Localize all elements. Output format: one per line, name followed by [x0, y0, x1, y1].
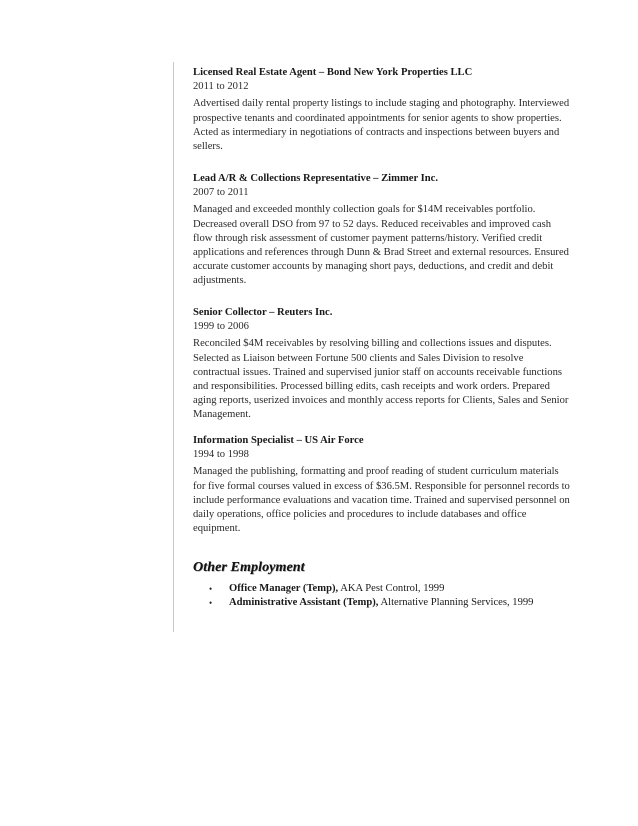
other-employment-heading: Other Employment [193, 560, 305, 575]
job-description: Reconciled $4M receivables by resolving billing and collections issues and disputes. Selected as Liaison between Fortune 500 clients and Sales Division to resolve contractual issues. Trained and supervised junior staff on accounts receivable functions and responsibilities. Processed billing edits, cash receipts and work orders. Prepared aging reports, userized invoices and monthly access reports for Clients, Sales and Senior Management. [193, 338, 569, 421]
job-entry [193, 434, 573, 536]
job-title: Lead A/R & Collections Representative – Zimmer Inc. [193, 173, 439, 184]
job-dates: 1999 to 2006 [193, 321, 249, 333]
other-role: Office Manager (Temp), [229, 583, 339, 594]
job-dates: 1994 to 1998 [193, 449, 249, 461]
other-role: Administrative Assistant (Temp), [229, 597, 379, 609]
job-description: Managed the publishing, formatting and proof reading of student curriculum materials for five formal courses valued in excess of $36.5M. Responsible for personnel records to include performance evaluations and vacation time. Trained and supervised personnel on daily operations, office policies and procedures to include databases and office equipment. [193, 466, 570, 535]
other-employment-list [193, 582, 573, 610]
bullet-icon: • [209, 598, 213, 609]
job-title: Senior Collector – Reuters Inc. [193, 307, 333, 318]
job-dates: 2007 to 2011 [193, 187, 249, 199]
other-detail: Alternative Planning Services, 1999 [378, 597, 534, 609]
job-description: Advertised daily rental property listings to include staging and photography. Interviewed prospective tenants and coordinated appointments for senior agents to show properties. Acted as intermediary in negotiations of contracts and inspections between buyers and sellers. [193, 98, 570, 153]
job-entry [193, 306, 573, 423]
list-item [193, 582, 573, 596]
other-detail: AKA Pest Control, 1999 [338, 583, 445, 594]
job-dates: 2011 to 2012 [193, 81, 249, 93]
job-entry [193, 66, 573, 154]
job-entry [193, 172, 573, 289]
list-item [193, 596, 573, 610]
job-description: Managed and exceeded monthly collection goals for $14M receivables portfolio. Decreased overall DSO from 97 to 52 days. Reduced receivables and improved cash flow through risk assessment of customer payment patterns/history. Verified credit applications and references through Dunn & Brad Street and external resources. Ensured accurate customer accounts by managing short pays, deductions, and credit and debit adjustments. [193, 204, 569, 287]
job-title: Information Specialist – US Air Force [193, 435, 364, 446]
margin-rule [173, 62, 174, 632]
bullet-icon: • [209, 584, 213, 594]
other-employment-section [193, 560, 573, 610]
job-title: Licensed Real Estate Agent – Bond New York Properties LLC [193, 67, 473, 78]
